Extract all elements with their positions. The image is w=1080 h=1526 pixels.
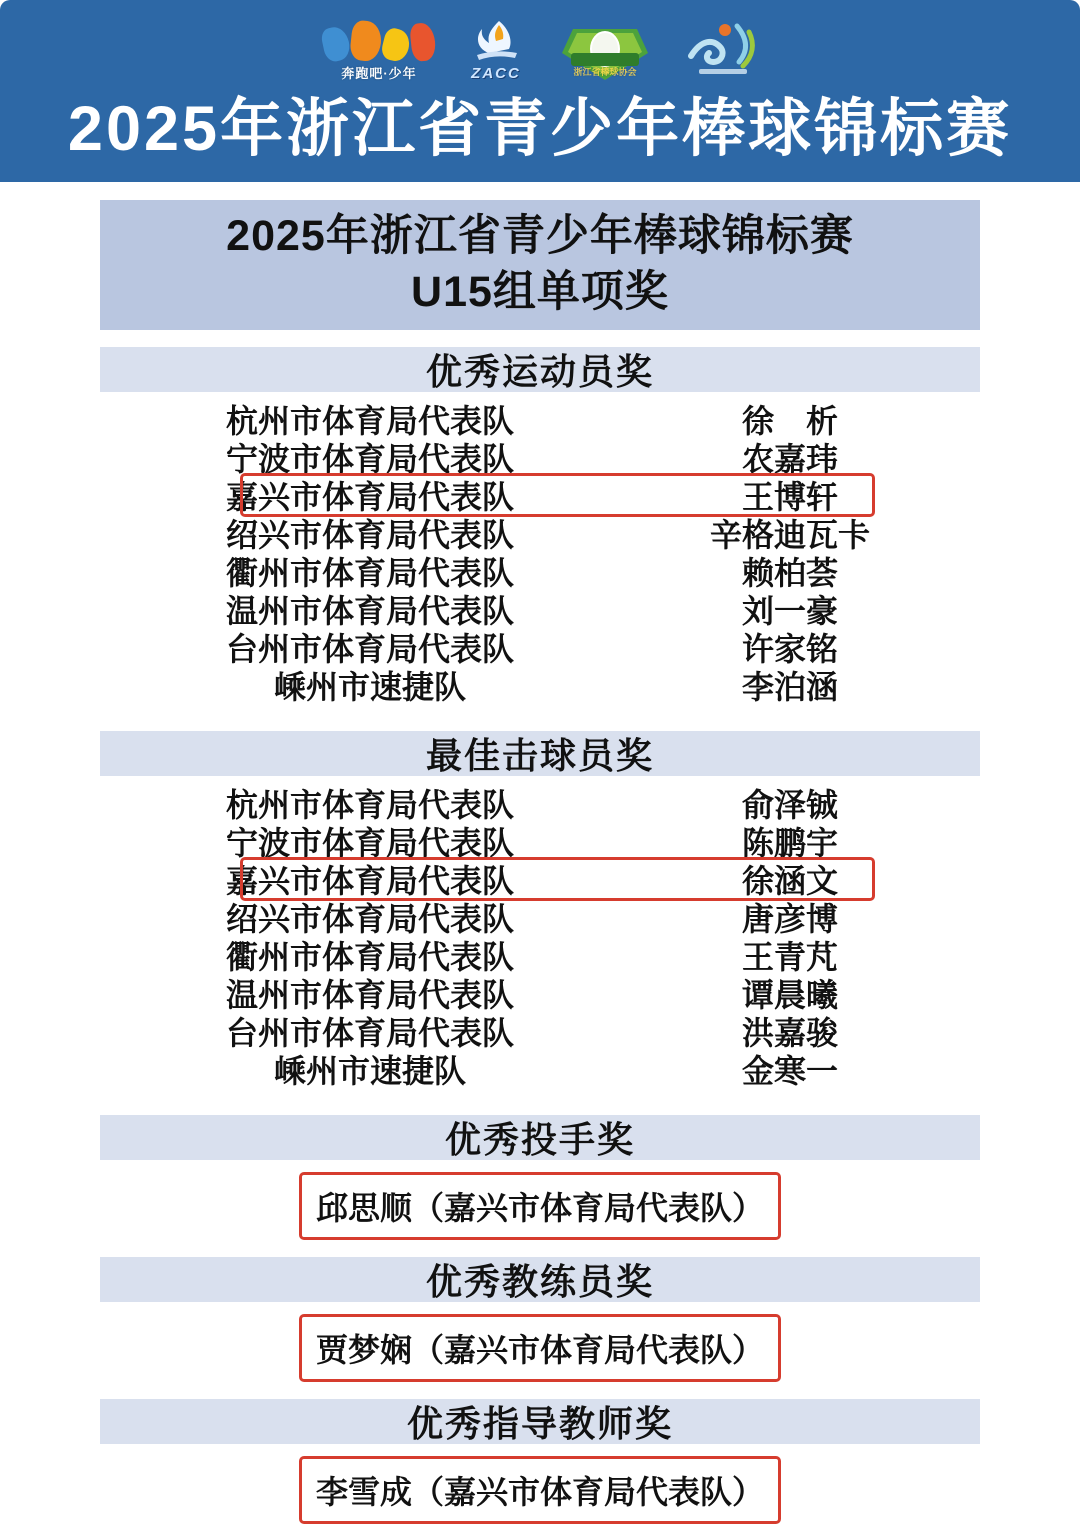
blob-shape (320, 24, 353, 63)
section-band (100, 1257, 980, 1302)
award-row (100, 552, 980, 590)
sports-center-logo (687, 22, 757, 78)
winner-name-highlighted: 贾梦娴（嘉兴市体育局代表队） (299, 1314, 781, 1382)
player-name: 农嘉玮 (741, 441, 838, 477)
player-name: 洪嘉骏 (741, 1015, 838, 1051)
logo-row (323, 8, 757, 92)
award-row (100, 628, 980, 666)
team-name: 台州市体育局代表队 (225, 631, 514, 667)
team-name: 杭州市体育局代表队 (225, 403, 514, 439)
winner-line (100, 1172, 980, 1240)
winner-line (100, 1314, 980, 1382)
award-row-highlighted (100, 860, 980, 898)
run-youth-logo (323, 19, 435, 82)
award-row (100, 400, 980, 438)
zhejiang-baseball-association-caption: 浙江省棒球协会 (573, 66, 637, 77)
player-name: 唐彦博 (741, 901, 838, 937)
section-heading: 优秀教练员奖 (425, 1261, 654, 1302)
content (100, 200, 980, 1524)
award-row (100, 666, 980, 704)
section-outstanding-athlete (100, 347, 980, 714)
section-heading: 优秀投手奖 (444, 1119, 635, 1160)
player-name: 徐 析 (741, 403, 838, 439)
section-outstanding-coach (100, 1257, 980, 1382)
blob-shape (409, 21, 437, 61)
team-name: 温州市体育局代表队 (225, 977, 514, 1013)
document-title-line2: U15组单项奖 (411, 268, 669, 316)
award-row (100, 822, 980, 860)
team-name: 宁波市体育局代表队 (225, 441, 514, 477)
player-name: 俞泽铖 (741, 787, 838, 823)
banner-title: 2025年浙江省青少年棒球锦标赛 (67, 94, 1013, 164)
section-heading: 最佳击球员奖 (425, 735, 654, 776)
player-name: 陈鹏宇 (741, 825, 838, 861)
team-name: 宁波市体育局代表队 (225, 825, 514, 861)
award-row (100, 898, 980, 936)
section-outstanding-instructor (100, 1399, 980, 1524)
run-youth-logo-caption: 奔跑吧·少年 (341, 65, 417, 81)
blob-shape (380, 26, 413, 63)
wave-swoosh-icon (687, 22, 757, 78)
team-name: 杭州市体育局代表队 (225, 787, 514, 823)
team-name: 嘉兴市体育局代表队 (225, 479, 514, 515)
blob-shape (349, 19, 383, 62)
section-band (100, 731, 980, 776)
player-name: 许家铭 (741, 631, 838, 667)
section-band (100, 1399, 980, 1444)
document-title-line1: 2025年浙江省青少年棒球锦标赛 (226, 212, 854, 261)
team-name: 绍兴市体育局代表队 (225, 901, 514, 937)
team-name: 台州市体育局代表队 (225, 1015, 514, 1051)
player-name: 李泊涵 (741, 669, 838, 705)
player-name: 辛格迪瓦卡 (709, 517, 870, 553)
team-name: 嵊州市速捷队 (273, 669, 466, 705)
team-name: 衢州市体育局代表队 (225, 939, 514, 975)
winner-name-highlighted: 李雪成（嘉兴市体育局代表队） (299, 1456, 781, 1524)
zacc-logo-caption: ZACC (471, 64, 521, 82)
award-row (100, 1012, 980, 1050)
player-name: 王博轩 (741, 479, 838, 515)
section-heading: 优秀运动员奖 (425, 351, 654, 392)
award-row (100, 590, 980, 628)
award-row (100, 936, 980, 974)
zacc-logo (469, 19, 523, 82)
zacc-flame-icon (469, 19, 523, 65)
team-name: 嵊州市速捷队 (273, 1053, 466, 1089)
award-rows (100, 392, 980, 714)
section-outstanding-pitcher (100, 1115, 980, 1240)
award-row (100, 784, 980, 822)
team-name: 衢州市体育局代表队 (225, 555, 514, 591)
player-name: 赖柏荟 (741, 555, 838, 591)
player-name: 王青芃 (741, 939, 838, 975)
team-name: 温州市体育局代表队 (225, 593, 514, 629)
award-row (100, 1050, 980, 1088)
banner (0, 0, 1080, 182)
player-name: 刘一豪 (741, 593, 838, 629)
run-youth-mark-icon (323, 19, 435, 61)
section-best-batter (100, 731, 980, 1098)
award-rows (100, 776, 980, 1098)
award-row (100, 514, 980, 552)
section-band (100, 1115, 980, 1160)
player-name: 金寒一 (741, 1053, 838, 1089)
player-name: 谭晨曦 (741, 977, 838, 1013)
zhejiang-baseball-association-logo (557, 23, 653, 78)
award-row (100, 974, 980, 1012)
winner-name-highlighted: 邱思顺（嘉兴市体育局代表队） (299, 1172, 781, 1240)
team-name: 绍兴市体育局代表队 (225, 517, 514, 553)
document-title-block (100, 200, 980, 330)
section-heading: 优秀指导教师奖 (406, 1403, 673, 1444)
section-band (100, 347, 980, 392)
winner-line (100, 1456, 980, 1524)
team-name: 嘉兴市体育局代表队 (225, 863, 514, 899)
player-name: 徐涵文 (741, 863, 838, 899)
award-row (100, 438, 980, 476)
award-row-highlighted (100, 476, 980, 514)
